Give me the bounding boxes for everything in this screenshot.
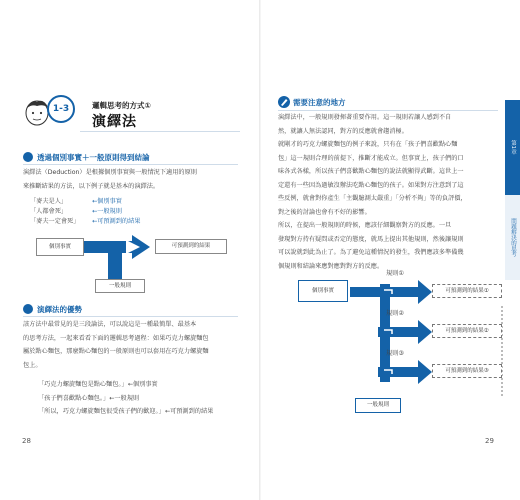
diagram1-fact-box: 個別事實: [36, 238, 84, 256]
lightbulb-icon: [23, 304, 33, 314]
right-line: 定還有一些因為過敏沒辦法吃點心麵包的孩子。如果對方注意到了這: [278, 181, 464, 189]
example-label: ←一般規則: [92, 208, 122, 215]
diagram1-rule-box: 一般規則: [95, 279, 145, 293]
right-line: 味各式各樣，所以孩子們喜歡點心麵包的說法就顯得武斷。這世上一: [278, 168, 464, 175]
diagram2-fact-box: 個別事實: [298, 280, 348, 302]
section2-line: 的思考方法，一起來看看下面的邏輯思考過程：如果巧克力螺旋麵包: [23, 334, 209, 342]
right-line: 包」這一規則合理的前提下，推斷才能成立。但事實上，孩子們的口: [278, 154, 464, 162]
chapter-number-badge: 1-3: [47, 95, 75, 123]
right-line: 對之後的討論也會有不好的影響。: [278, 208, 371, 216]
section2-divider: [23, 316, 238, 317]
example-item: [30, 208, 170, 218]
right-page: [260, 0, 520, 500]
chapter-side-label: 問題解決的思考: [505, 195, 520, 280]
quote-line: 「孩子們喜歡點心麵包。」←一般規則: [38, 394, 140, 402]
lightbulb-icon: [23, 152, 33, 162]
example-list: [30, 198, 170, 228]
section1-paragraph: [23, 166, 248, 193]
quote-list: [38, 378, 253, 419]
right-line: 發現對方持有疑問或否定的態度，就馬上提出其他規則，然後讓規則: [278, 235, 464, 243]
diagram2-rule-box: 一般規則: [355, 398, 401, 413]
example-item: [30, 218, 170, 228]
section1-line: 演繹法（Deduction）是根據個別事實與一般情況下適用的原則: [23, 169, 197, 176]
chapter-subtitle: 邏輯思考的方式①: [92, 101, 151, 110]
example-label: ←可預測到的結果: [92, 218, 141, 225]
section2-line: 包上。: [23, 361, 42, 369]
rule-2-label: 規則②: [386, 310, 404, 317]
diagram2-result-2-box: 可預測到的結果②: [432, 324, 502, 338]
section1-line: 來推斷結果的方法，以下例子就是基本的演繹法。: [23, 182, 160, 190]
example-label: ←個別事實: [92, 198, 122, 205]
diagram1-result-box: 可預測到的結果: [155, 239, 227, 254]
example-item: [30, 198, 170, 208]
right-line: 就剛才的巧克力螺旋麵包的例子來說，只有在「孩子們喜歡點心麵: [278, 141, 458, 148]
example-text: 「麥夫一定會死」: [30, 218, 80, 225]
diagram2-result-1-box: 可預測到的結果①: [432, 284, 502, 298]
left-page-number: 28: [22, 437, 31, 445]
section2-paragraph: [23, 318, 253, 372]
chapter-side-tab: 第1章: [505, 100, 520, 195]
chapter-title: 演繹法: [92, 114, 137, 130]
right-line: 所以，在提出一般規則的時候，應該仔細觀察對方的反應。一旦: [278, 222, 452, 229]
right-line: 演繹法中，一般規則發揮著重要作用。這一規則若讓人感到不自: [278, 114, 452, 121]
pencil-icon: [278, 96, 290, 108]
rule-3-label: 規則③: [386, 350, 404, 357]
section2-line: 該方法中最常見的是三段論法，可以說這是一種最簡單、最基本: [23, 321, 197, 328]
right-page-number: 29: [485, 437, 494, 445]
right-line: 些反例，就會對你產生「主觀臆測太嚴重」「分析不夠」等的負評價，: [278, 195, 467, 202]
section2-line: 屬於點心麵包，那麼點心麵包的一般原則也可以套用在巧克力螺旋麵: [23, 348, 209, 355]
diagram2-result-3-box: 可預測到的結果③: [432, 364, 502, 378]
right-paragraph: [278, 111, 513, 273]
rule-1-label: 規則①: [386, 270, 404, 277]
right-section-title: 需要注意的地方: [293, 98, 346, 107]
section2-title: 演繹法的優勢: [37, 305, 82, 314]
right-line: 個規則和結論來應對應對對方的反應。: [278, 262, 384, 270]
section1-divider: [23, 164, 238, 165]
example-text: 「人都會死」: [30, 208, 68, 215]
quote-line: 「所以，巧克力螺旋麵包很受孩子們的歡迎。」←可預測到的結果: [38, 408, 214, 415]
quote-line: 「巧克力螺旋麵包是點心麵包。」←個別事實: [38, 381, 158, 388]
section1-title: 透過個別事實＋一般原則得到結論: [37, 153, 150, 162]
right-line: 然，就讓人無法認同，對方的反應就會趨消極。: [278, 127, 408, 135]
title-underline: [80, 131, 240, 132]
right-line: 可以說就到此為止了。為了避免這種情況的發生，我們應該多準備幾: [278, 249, 464, 256]
example-text: 「麥夫是人」: [30, 198, 68, 205]
